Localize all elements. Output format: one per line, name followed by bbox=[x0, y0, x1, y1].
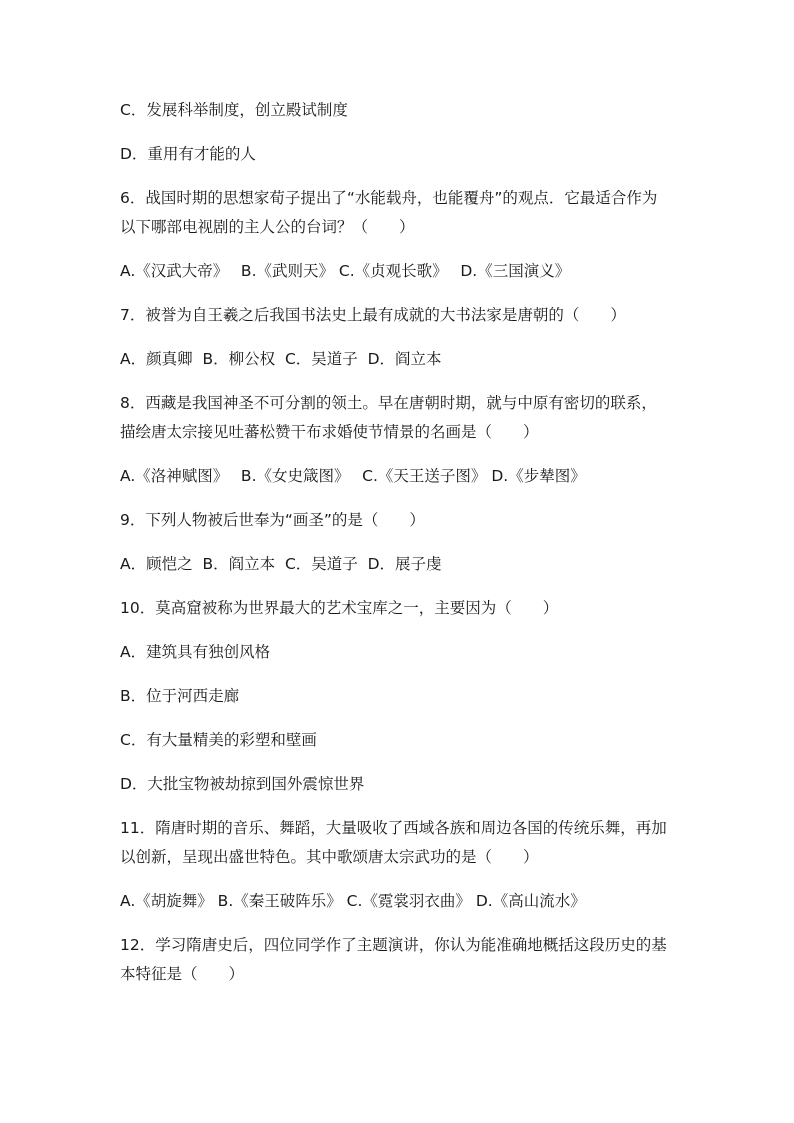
option-10b: B．位于河西走廊 bbox=[120, 687, 240, 705]
question-8-line-2: 描绘唐太宗接见吐蕃松赞干布求婚使节情景的名画是（ ） bbox=[120, 423, 539, 441]
option-10d: D．大批宝物被劫掠到国外震惊世界 bbox=[120, 775, 365, 793]
question-6-line-1: 6．战国时期的思想家荀子提出了“水能载舟，也能覆舟”的观点．它最适合作为 bbox=[120, 189, 658, 207]
question-11-options: A.《胡旋舞》 B.《秦王破阵乐》 C.《霓裳羽衣曲》 D.《高山流水》 bbox=[120, 892, 586, 910]
question-7: 7．被誉为自王羲之后我国书法史上最有成就的大书法家是唐朝的（ ） bbox=[120, 306, 626, 324]
question-12-line-2: 本特征是（ ） bbox=[120, 965, 245, 983]
question-8-line-1: 8．西藏是我国神圣不可分割的领土。早在唐朝时期，就与中原有密切的联系， bbox=[120, 394, 657, 412]
option-10c: C．有大量精美的彩塑和壁画 bbox=[120, 731, 317, 749]
question-8-options: A.《洛神赋图》 B.《女史箴图》 C.《天王送子图》 D.《步辇图》 bbox=[120, 467, 586, 485]
question-12-line-1: 12．学习隋唐史后，四位同学作了主题演讲，你认为能准确地概括这段历史的基 bbox=[120, 936, 667, 954]
question-7-options: A．颜真卿 B．柳公权 C．吴道子 D．阎立本 bbox=[120, 350, 442, 368]
question-6-options: A.《汉武大帝》 B.《武则天》 C.《贞观长歌》 D.《三国演义》 bbox=[120, 262, 571, 280]
question-10: 10．莫高窟被称为世界最大的艺术宝库之一，主要因为（ ） bbox=[120, 599, 559, 617]
option-10a: A．建筑具有独创风格 bbox=[120, 643, 271, 661]
question-6-line-2: 以下哪部电视剧的主人公的台词？（ ） bbox=[120, 218, 415, 236]
question-9: 9．下列人物被后世奉为“画圣”的是（ ） bbox=[120, 511, 425, 529]
question-11-line-1: 11．隋唐时期的音乐、舞蹈，大量吸收了西域各族和周边各国的传统乐舞，再加 bbox=[120, 819, 667, 837]
option-5d: D．重用有才能的人 bbox=[120, 145, 256, 163]
question-9-options: A．顾恺之 B．阎立本 C．吴道子 D．展子虔 bbox=[120, 555, 442, 573]
question-11-line-2: 以创新，呈现出盛世特色。其中歌颂唐太宗武功的是（ ） bbox=[120, 848, 539, 866]
question-list bbox=[120, 96, 680, 989]
option-5c: C．发展科举制度，创立殿试制度 bbox=[120, 101, 348, 119]
